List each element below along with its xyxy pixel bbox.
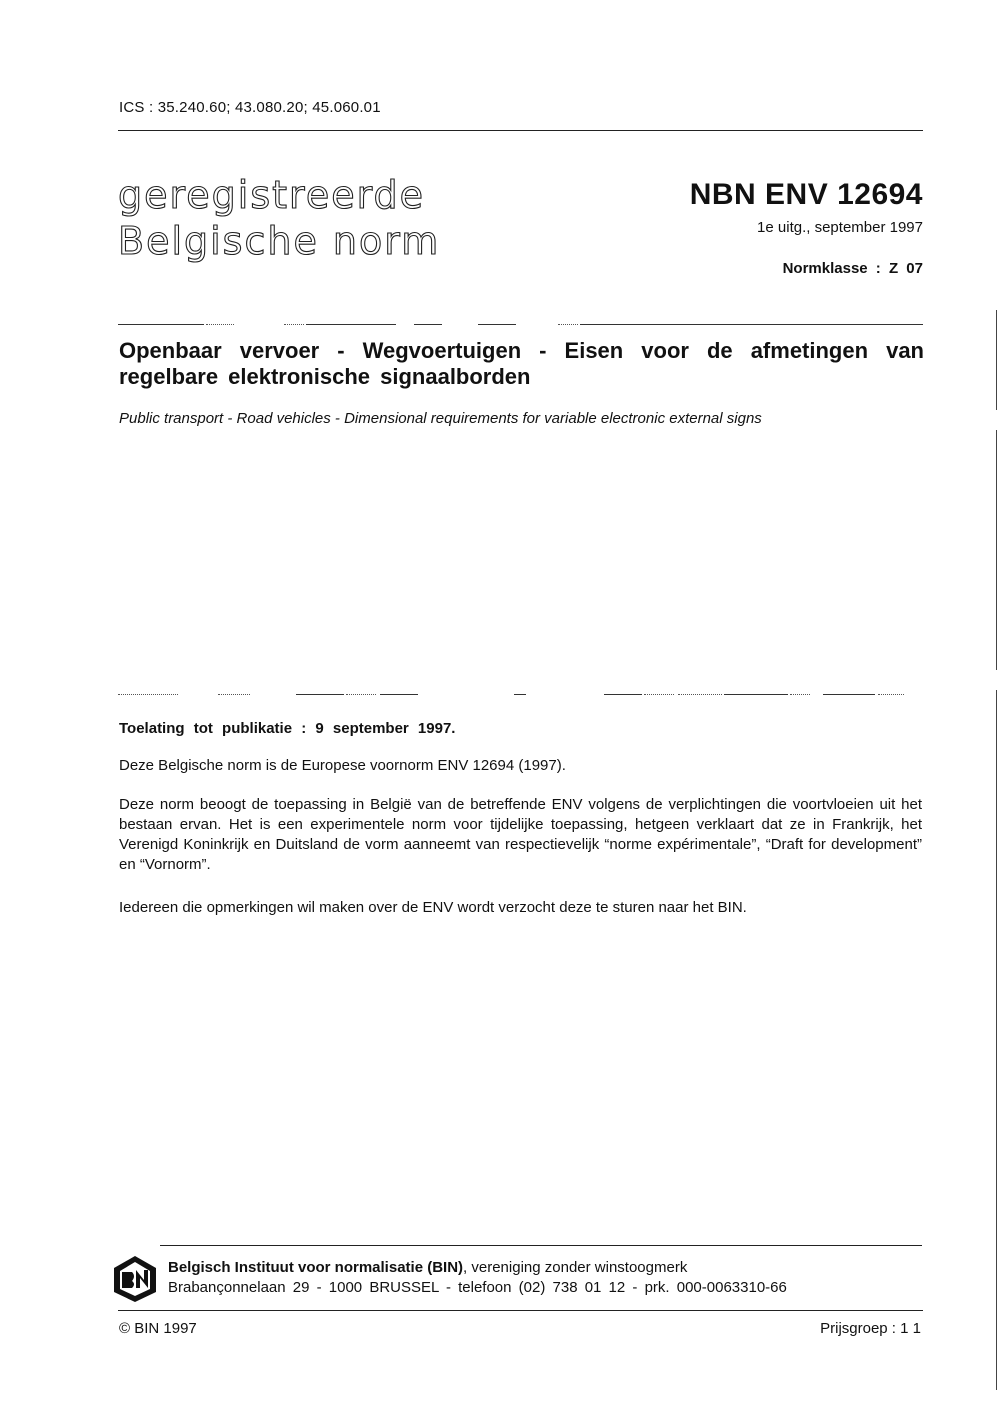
paragraph-purpose: Deze norm beoogt de toepassing in België van de betreffende ENV volgens de verplichtingen die voortvloeien uit het bestaan ervan. Het is een experimentele norm voor tijdelijke toepassing, hetgeen verklaart dat ze in Frankrijk, het Verenigd Koninkrijk en Duitsland de vorm aanneemt van respectievelijk “norme expérimentale”, “Draft for development” en “Vornorm”. (119, 796, 922, 873)
title-separator-bottom (118, 694, 923, 696)
paragraph-intro: Deze Belgische norm is de Europese voornorm ENV 12694 (1997). (119, 757, 566, 774)
institute-name: Belgisch Instituut voor normalisatie (BIN), vereniging zonder winstoogmerk (168, 1259, 688, 1276)
brand-line-belgian-norm: Belgische norm (118, 219, 441, 263)
scan-edge-mark (996, 310, 997, 410)
edition-date: 1e uitg., september 1997 (757, 219, 923, 236)
copyright: © BIN 1997 (119, 1320, 197, 1337)
footer-rule (160, 1245, 922, 1246)
ics-codes: ICS : 35.240.60; 43.080.20; 45.060.01 (119, 99, 381, 116)
standard-number: NBN ENV 12694 (689, 178, 923, 211)
bin-logo (112, 1254, 158, 1304)
brand-line-registered: geregistreerde (118, 173, 426, 217)
paragraph-comments: Iedereen die opmerkingen wil maken over de ENV wordt verzocht deze te sturen naar het BIN. (119, 899, 747, 916)
scan-edge-mark (996, 430, 997, 670)
price-group: Prijsgroep : 1 1 (820, 1320, 921, 1337)
institute-address: Brabançonnelaan 29 - 1000 BRUSSEL - telefoon (02) 738 01 12 - prk. 000-0063310-66 (168, 1279, 787, 1296)
document-title-english: Public transport - Road vehicles - Dimensional requirements for variable electronic external signs (119, 410, 762, 427)
title-separator-top (118, 324, 923, 326)
approval-date: Toelating tot publikatie : 9 september 1997. (119, 720, 456, 737)
bin-logo-mark (112, 1254, 158, 1304)
copyright-rule (118, 1310, 923, 1311)
document-title-dutch: Openbaar vervoer - Wegvoertuigen - Eisen voor de afmetingen van regelbare elektronische signaalborden (119, 338, 924, 389)
scan-edge-mark (996, 690, 997, 1390)
header-rule (118, 130, 923, 131)
norm-class: Normklasse : Z 07 (782, 260, 923, 277)
